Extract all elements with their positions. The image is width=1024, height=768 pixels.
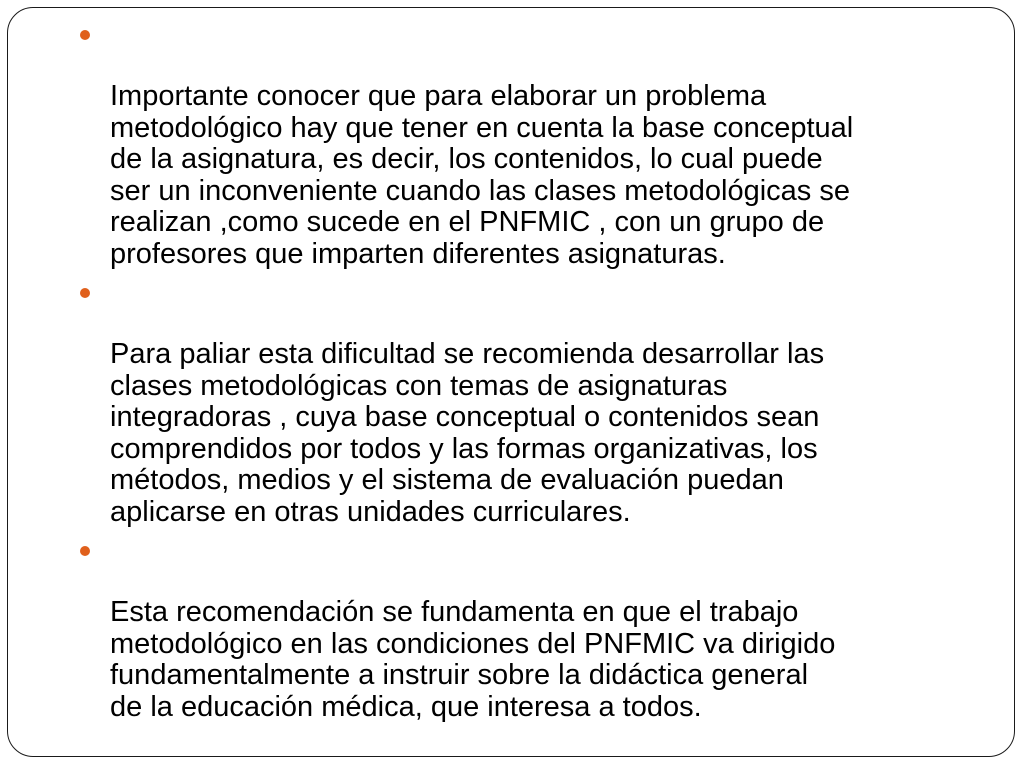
slide-content xyxy=(80,18,1000,729)
bullet-item-1 xyxy=(80,18,1000,270)
bullet-text-1: Importante conocer que para elaborar un problema metodológico hay que tener en cuenta la base conceptual de la asignatura, es decir, los contenidos, lo cual puede ser un inconveniente cuando las clases metodológicas se realizan ,como sucede en el PNFMIC , con un grupo de profesores que imparten diferentes asignaturas. xyxy=(110,80,854,270)
bullet-dot-icon xyxy=(80,30,90,40)
bullet-text-2: Para paliar esta dificultad se recomienda desarrollar las clases metodológicas con temas de asignaturas integradoras , cuya base conceptual o contenidos sean comprendidos por todos y las formas organizativas, los métodos, medios y el sistema de evaluación puedan aplicarse en otras unidades curriculares. xyxy=(110,338,825,528)
bullet-dot-icon xyxy=(80,546,90,556)
bullet-item-3 xyxy=(80,534,1000,723)
bullet-dot-icon xyxy=(80,288,90,298)
bullet-list xyxy=(80,18,1000,723)
bullet-text-3: Esta recomendación se fundamenta en que el trabajo metodológico en las condiciones del PNFMIC va dirigido fundamentalmente a instruir sobre la didáctica general de la educación médica, que interesa a todos. xyxy=(110,596,836,723)
bullet-item-2 xyxy=(80,276,1000,528)
